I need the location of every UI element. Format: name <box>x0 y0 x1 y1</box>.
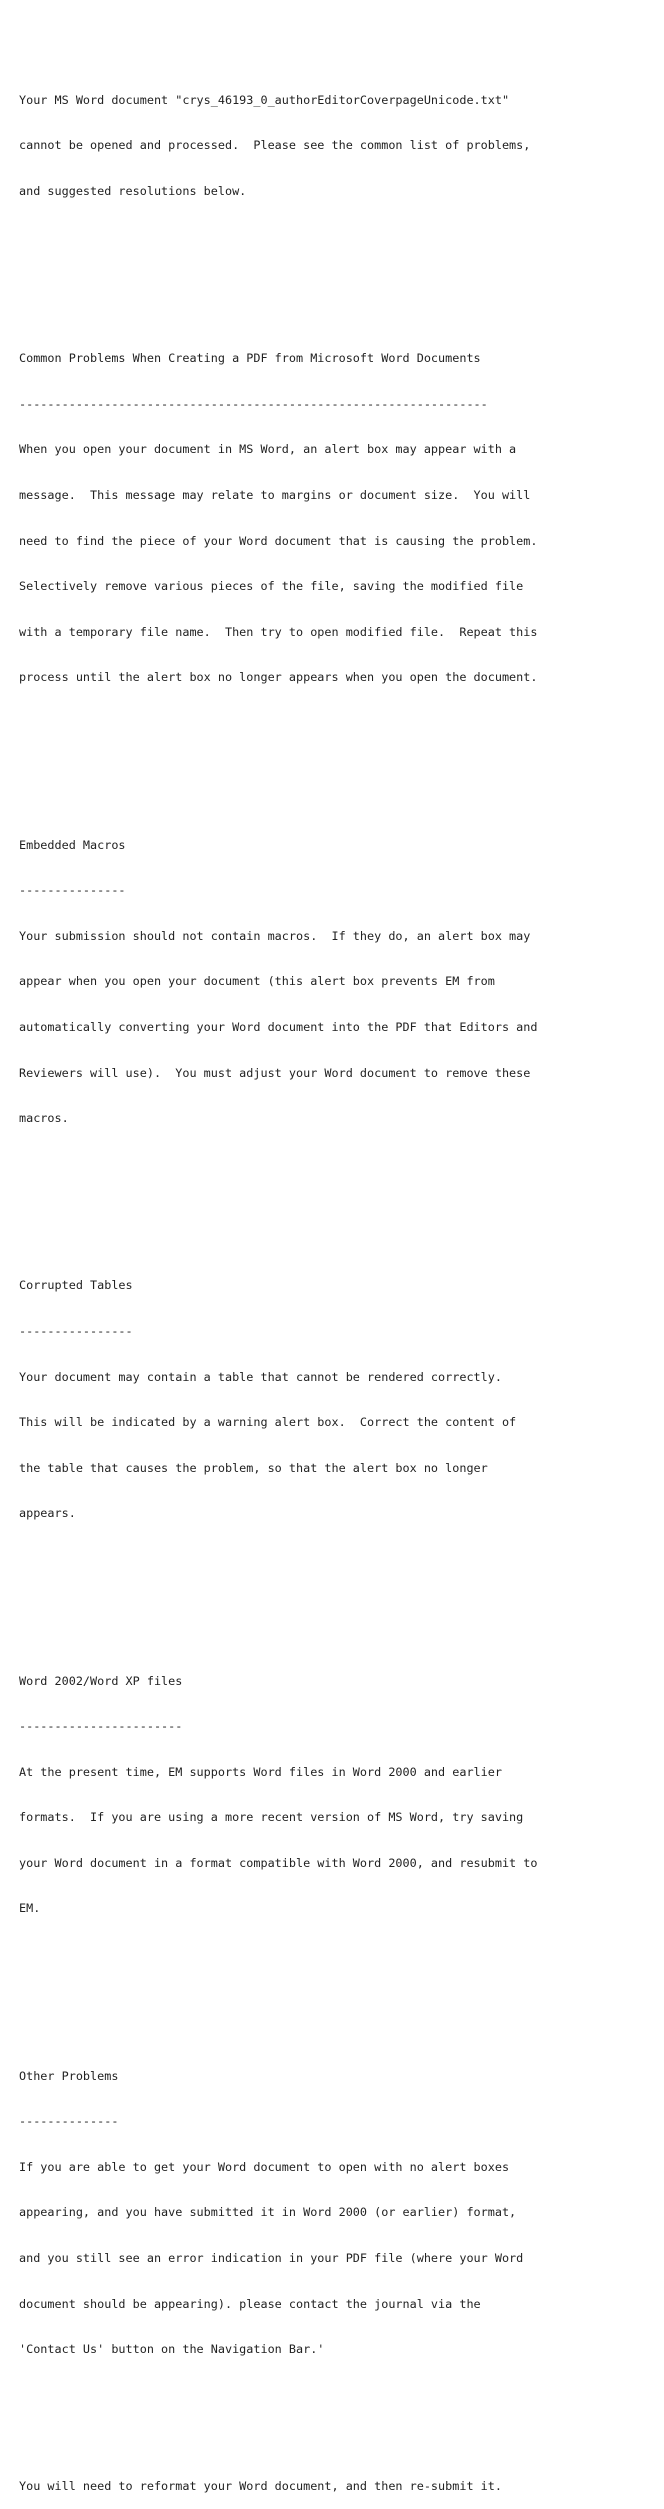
intro-line: cannot be opened and processed. Please see the common list of problems, <box>19 138 531 153</box>
section-rule: ---------------- <box>19 1323 133 1338</box>
closing-line: You will need to reformat your Word document, and then re-submit it. <box>19 2479 502 2494</box>
section-rule: -------------- <box>19 2114 119 2129</box>
section-line: 'Contact Us' button on the Navigation Bar.' <box>19 2342 325 2357</box>
section-heading: Corrupted Tables <box>19 1278 133 1293</box>
section-line: When you open your document in MS Word, an alert box may appear with a <box>19 442 517 457</box>
section-line: EM. <box>19 1901 41 1916</box>
section-word-xp-files <box>19 1643 659 1947</box>
error-document <box>19 32 659 2509</box>
section-line: appears. <box>19 1506 76 1521</box>
section-heading: Word 2002/Word XP files <box>19 1673 183 1688</box>
section-common-problems <box>19 321 659 716</box>
section-line: Your document may contain a table that cannot be rendered correctly. <box>19 1369 502 1384</box>
section-line: macros. <box>19 1111 69 1126</box>
section-line: If you are able to get your Word document to open with no alert boxes <box>19 2159 510 2174</box>
section-heading: Common Problems When Creating a PDF from Microsoft Word Documents <box>19 351 481 366</box>
section-line: appear when you open your document (this alert box prevents EM from <box>19 974 495 989</box>
section-line: This will be indicated by a warning alert box. Correct the content of <box>19 1415 517 1430</box>
section-embedded-macros <box>19 807 659 1157</box>
section-line: formats. If you are using a more recent version of MS Word, try saving <box>19 1810 524 1825</box>
section-rule: ------------------------------------------------------------------ <box>19 396 488 411</box>
section-other-problems <box>19 2038 659 2388</box>
section-line: At the present time, EM supports Word files in Word 2000 and earlier <box>19 1764 502 1779</box>
section-line: message. This message may relate to margins or document size. You will <box>19 487 531 502</box>
section-line: Reviewers will use). You must adjust your Word document to remove these <box>19 1065 531 1080</box>
section-line: appearing, and you have submitted it in Word 2000 (or earlier) format, <box>19 2205 517 2220</box>
intro-paragraph <box>19 62 659 229</box>
section-line: automatically converting your Word document into the PDF that Editors and <box>19 1019 538 1034</box>
section-line: with a temporary file name. Then try to open modified file. Repeat this <box>19 624 538 639</box>
section-line: and you still see an error indication in your PDF file (where your Word <box>19 2251 524 2266</box>
section-heading: Embedded Macros <box>19 837 126 852</box>
section-line: Selectively remove various pieces of the file, saving the modified file <box>19 579 524 594</box>
section-rule: ----------------------- <box>19 1719 183 1734</box>
section-line: process until the alert box no longer appears when you open the document. <box>19 670 538 685</box>
section-line: need to find the piece of your Word document that is causing the problem. <box>19 533 538 548</box>
section-corrupted-tables <box>19 1248 659 1552</box>
section-line: your Word document in a format compatible with Word 2000, and resubmit to <box>19 1855 538 1870</box>
intro-line: and suggested resolutions below. <box>19 184 247 198</box>
section-rule: --------------- <box>19 883 126 898</box>
section-line: Your submission should not contain macros. If they do, an alert box may <box>19 928 531 943</box>
section-line: the table that causes the problem, so that the alert box no longer <box>19 1460 488 1475</box>
section-line: document should be appearing). please contact the journal via the <box>19 2296 481 2311</box>
intro-line: Your MS Word document "crys_46193_0_authorEditorCoverpageUnicode.txt" <box>19 92 510 107</box>
section-heading: Other Problems <box>19 2068 119 2083</box>
